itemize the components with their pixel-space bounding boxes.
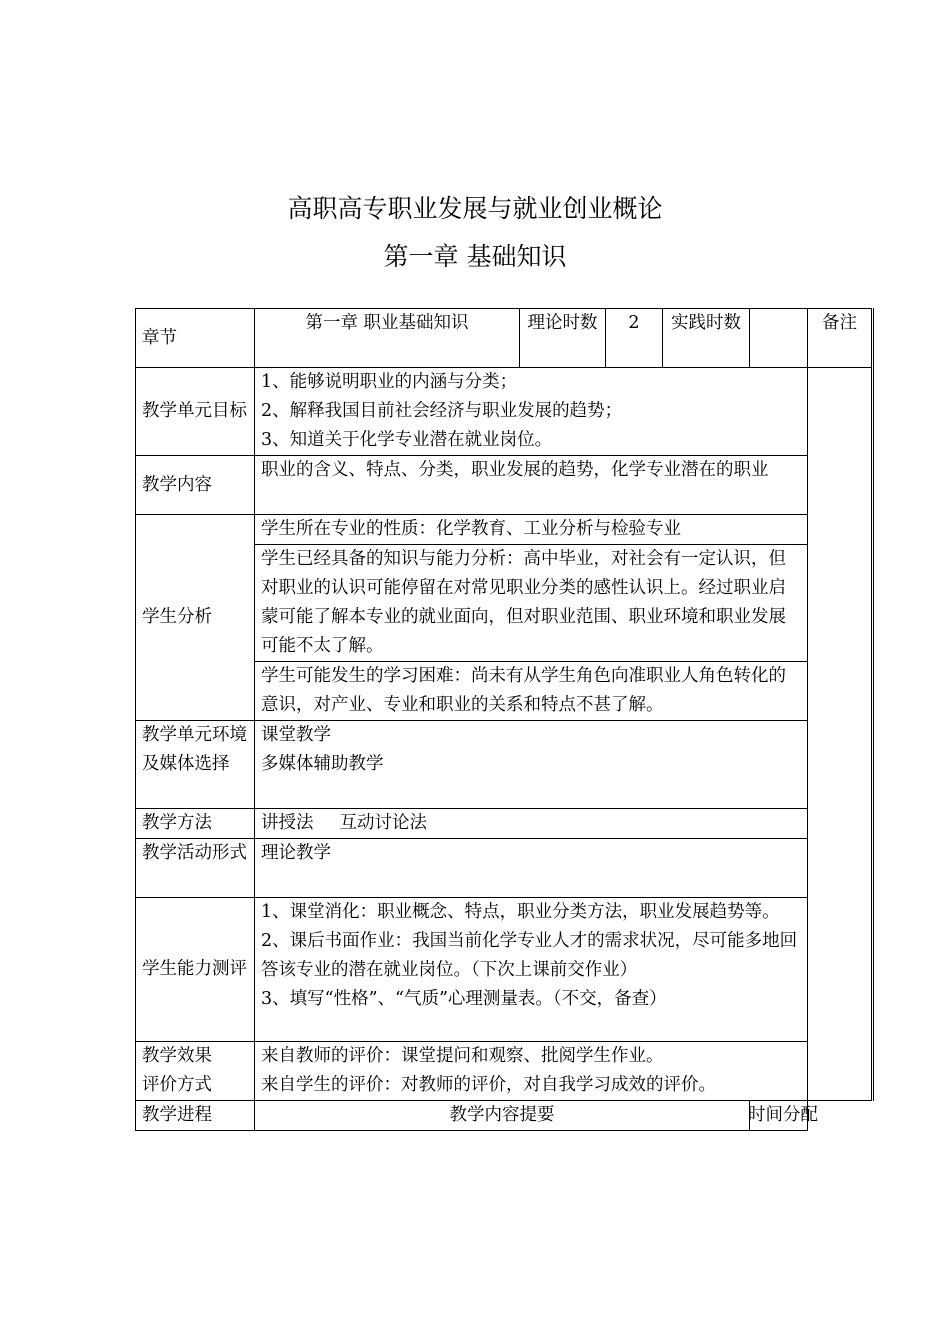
environment-label-line: 教学单元环境 [142, 725, 247, 745]
theory-hours-value: 2 [606, 309, 663, 368]
student-difficulties-text: 学生可能发生的学习困难：尚未有从学生角色向准职业人角色转化的意识，对产业、专业和职业的关系和特点不甚了解。 [255, 662, 808, 721]
evaluation-item: 来自教师的评价：课堂提问和观察、批阅学生作业。 [261, 1046, 664, 1066]
remarks-column [808, 368, 873, 1101]
content-label: 教学内容 [136, 456, 255, 515]
activity-row [136, 839, 873, 898]
assessment-row [136, 898, 873, 1042]
environment-label [136, 721, 255, 809]
section-value: 第一章 职业基础知识 [255, 309, 520, 368]
environment-label-line: 及媒体选择 [142, 754, 230, 774]
activity-label: 教学活动形式 [136, 839, 255, 898]
student-major-row [136, 515, 873, 545]
method-item: 讲授法 [261, 813, 314, 833]
remarks-label: 备注 [808, 309, 873, 368]
objectives-label: 教学单元目标 [136, 368, 255, 456]
progress-time-header [748, 1101, 818, 1131]
evaluation-row [136, 1042, 873, 1101]
assessment-content [255, 898, 808, 1042]
evaluation-content [255, 1042, 808, 1101]
practice-hours-value [750, 309, 808, 368]
assessment-item: 3、填写“性格”、“气质”心理测量表。（不交，备查） [261, 989, 667, 1009]
evaluation-label-line: 教学效果 [142, 1046, 212, 1066]
objective-item: 1、能够说明职业的内涵与分类； [261, 372, 518, 392]
student-abilities-text: 学生已经具备的知识与能力分析：高中毕业，对社会有一定认识，但对职业的认识可能停留在对常见职业分类的感性认识上。经过职业启蒙可能了解本专业的就业面向，但对职业范围、职业环境和职业发展可能不太了解。 [255, 545, 808, 662]
evaluation-item: 来自学生的评价：对教师的评价，对自我学习成效的评价。 [261, 1075, 716, 1095]
environment-item: 多媒体辅助教学 [261, 754, 384, 774]
student-analysis-label: 学生分析 [136, 515, 255, 721]
progress-row [136, 1101, 873, 1131]
progress-content-header: 教学内容提要 [255, 1101, 750, 1131]
methods-content [255, 809, 808, 839]
header-row [136, 309, 873, 368]
methods-label: 教学方法 [136, 809, 255, 839]
student-major-text: 学生所在专业的性质：化学教育、工业分析与检验专业 [255, 515, 808, 545]
content-row [136, 456, 873, 515]
objectives-content [255, 368, 808, 456]
assessment-item: 2、课后书面作业：我国当前化学专业人才的需求状况，尽可能多地回答该专业的潜在就业岗位。（下次上课前交作业） [261, 931, 798, 980]
methods-row [136, 809, 873, 839]
document-title: 高职高专职业发展与就业创业概论 [287, 194, 663, 223]
progress-label: 教学进程 [136, 1101, 255, 1131]
evaluation-label-line: 评价方式 [142, 1075, 212, 1095]
objectives-row [136, 368, 873, 456]
evaluation-label [136, 1042, 255, 1101]
theory-hours-label: 理论时数 [520, 309, 606, 368]
assessment-label: 学生能力测评 [136, 898, 255, 1042]
environment-row [136, 721, 873, 809]
objective-item: 3、知道关于化学专业潜在就业岗位。 [261, 430, 553, 450]
section-label: 章节 [136, 309, 255, 368]
lesson-plan-table [135, 308, 874, 1131]
practice-hours-label: 实践时数 [663, 309, 750, 368]
progress-time-header-text: 时间分配 [748, 1105, 818, 1125]
chapter-title: 第一章 基础知识 [383, 242, 567, 271]
activity-text: 理论教学 [255, 839, 808, 898]
method-item: 互动讨论法 [339, 813, 427, 833]
assessment-item: 1、课堂消化：职业概念、特点，职业分类方法，职业发展趋势等。 [261, 902, 780, 922]
environment-item: 课堂教学 [261, 725, 331, 745]
objective-item: 2、解释我国目前社会经济与职业发展的趋势； [261, 401, 623, 421]
content-text: 职业的含义、特点、分类，职业发展的趋势，化学专业潜在的职业 [255, 456, 808, 515]
environment-content [255, 721, 808, 809]
